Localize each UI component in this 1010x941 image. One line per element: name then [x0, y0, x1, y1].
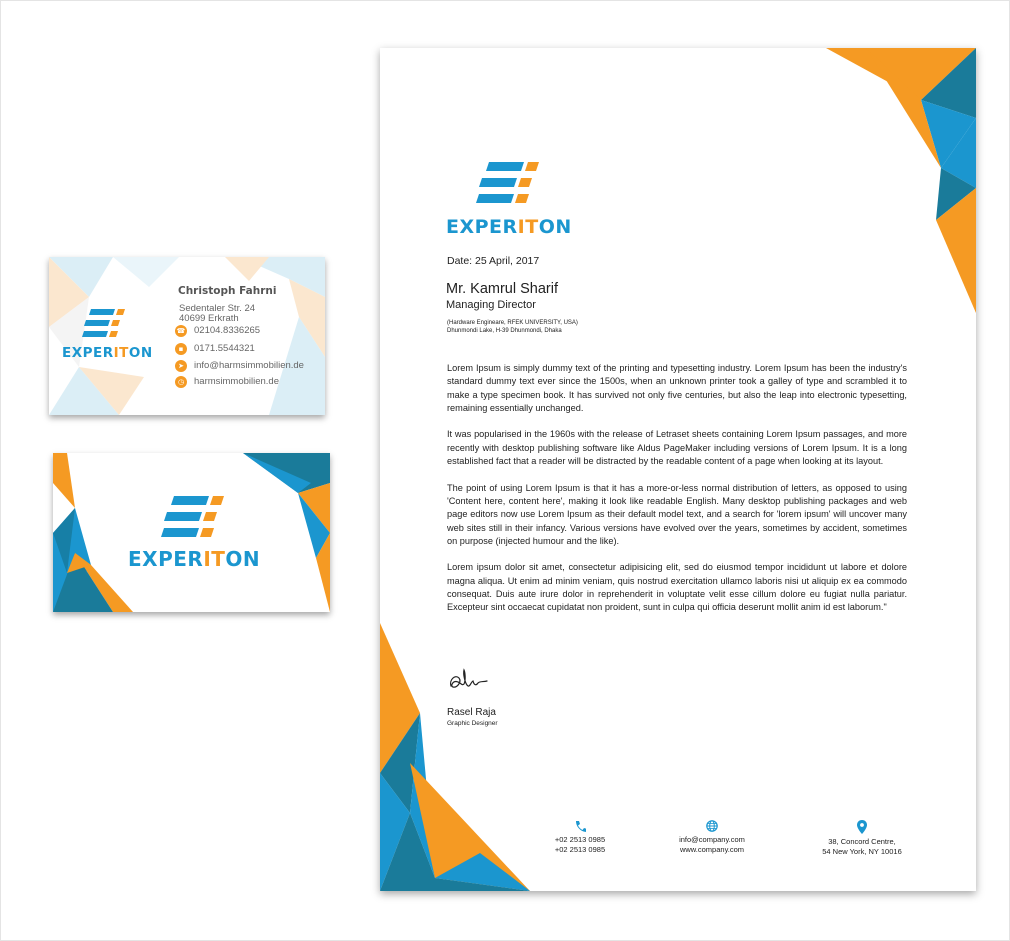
handwritten-signature	[447, 666, 491, 692]
brand-logo-mark	[82, 309, 126, 339]
brand-part3: ON	[128, 345, 153, 361]
footer-website[interactable]: www.company.com	[679, 845, 745, 854]
web-icon: ◷	[175, 376, 187, 388]
brand-part3: ON	[225, 547, 261, 571]
card-person-name: Christoph Fahrni	[178, 285, 277, 297]
card-mobile: 0171.5544321	[194, 343, 255, 354]
email-icon: ➤	[175, 360, 187, 372]
signer-name: Rasel Raja	[447, 707, 496, 718]
card-address	[179, 304, 299, 324]
card-web-row	[175, 375, 279, 388]
brand-part1: EXPER	[446, 216, 518, 238]
letterhead-page	[380, 48, 976, 891]
brand-part3: ON	[538, 216, 572, 238]
business-card-front	[49, 257, 325, 415]
location-pin-icon	[856, 820, 868, 834]
letter-body	[447, 362, 907, 628]
footer-phone-block	[538, 820, 622, 855]
card-phone-row	[175, 324, 260, 337]
letter-paragraph: Lorem ipsum dolor sit amet, consectetur adipisicing elit, sed do eiusmod tempor incididunt ut labore et dolore magna aliqua. Ut enim ad minim veniam, quis nostrud exercitation ullamco laboris nisi ut aliquip ex ea commodo consequat. Duis aute irure dolor in reprehenderit in voluptate velit esse cillum dolore eu fugiat nulla pariatur. Excepteur sint occaecat cupidatat non proident, sunt in culpa qui officia deserunt mollit anim id est laborum."	[447, 562, 907, 613]
brand-wordmark	[62, 345, 153, 361]
footer-email[interactable]: info@company.com	[679, 835, 745, 844]
letterhead-bottom-left-decoration	[380, 623, 530, 891]
recipient-detail-2: Dhunmondi Lake, H-39 Dhunmondi, Dhaka	[447, 328, 562, 334]
footer-contact-block	[664, 820, 760, 855]
brand-part1: EXPER	[128, 547, 204, 571]
footer-address-1: 38, Concord Centre,	[828, 837, 896, 846]
card-phone: 02104.8336265	[194, 325, 261, 336]
brand-part2: IT	[517, 216, 539, 238]
card-mobile-row	[175, 342, 255, 355]
brand-part2: IT	[203, 547, 226, 571]
card-website: harmsimmobilien.de	[194, 376, 280, 387]
letterhead-top-right-decoration	[826, 48, 976, 318]
card-email: info@harmsimmobilien.de	[194, 360, 304, 371]
brand-wordmark	[446, 216, 572, 238]
recipient-name: Mr. Kamrul Sharif	[446, 281, 558, 297]
footer-phone-2: +02 2513 0985	[554, 845, 606, 854]
letter-paragraph: The point of using Lorem Ipsum is that it has a more-or-less normal distribution of letters, as opposed to using 'Content here, content here', making it look like readable English. Many desktop publishing packages and web page editors now use Lorem Ipsum as their default model text, and a search for 'lorem ipsum' will uncover many web sites still in their infancy. Various versions have evolved over the years, sometimes by accident, sometimes on purpose (injected humour and the like).	[447, 482, 907, 546]
card-address-line1: Sedentaler Str. 24	[179, 303, 256, 314]
mobile-icon: ▪	[175, 343, 187, 355]
business-card-back	[53, 453, 330, 612]
card-email-row	[175, 359, 304, 372]
phone-icon	[574, 820, 586, 832]
brand-part1: EXPER	[62, 345, 114, 361]
phone-icon: ☎	[176, 326, 186, 335]
signer-title: Graphic Designer	[447, 720, 498, 727]
globe-icon	[706, 820, 718, 832]
brand-logo-mark	[476, 162, 540, 206]
card-address-line2: 40699 Erkrath	[179, 313, 239, 324]
footer-address-2: 54 New York, NY 10016	[822, 847, 902, 856]
letter-date: Date: 25 April, 2017	[447, 255, 540, 267]
footer-address-block	[802, 820, 922, 857]
brand-wordmark	[128, 547, 260, 571]
recipient-title: Managing Director	[446, 299, 536, 311]
brand-part2: IT	[113, 345, 129, 361]
footer-phone-1: +02 2513 0985	[554, 835, 606, 844]
letter-paragraph: It was popularised in the 1960s with the release of Letraset sheets containing Lorem Ipsum passages, and more recently with desktop publishing software like Aldus PageMaker including versions of Lorem Ipsum. It is a long established fact that a reader will be distracted by the readable content of a page when looking at its layout.	[447, 429, 907, 467]
brand-logo-mark	[161, 496, 225, 540]
letter-paragraph: Lorem Ipsum is simply dummy text of the printing and typesetting industry. Lorem Ipsum has been the industry's standard dummy text ever since the 1500s, when an unknown printer took a galley of type and scrambled it to make a type specimen book. It has survived not only five centuries, but also the leap into electronic typesetting, remaining essentially unchanged.	[447, 363, 907, 413]
recipient-detail-1: (Hardware Engineare, RFEK UNIVERSITY, USA)	[447, 320, 578, 326]
